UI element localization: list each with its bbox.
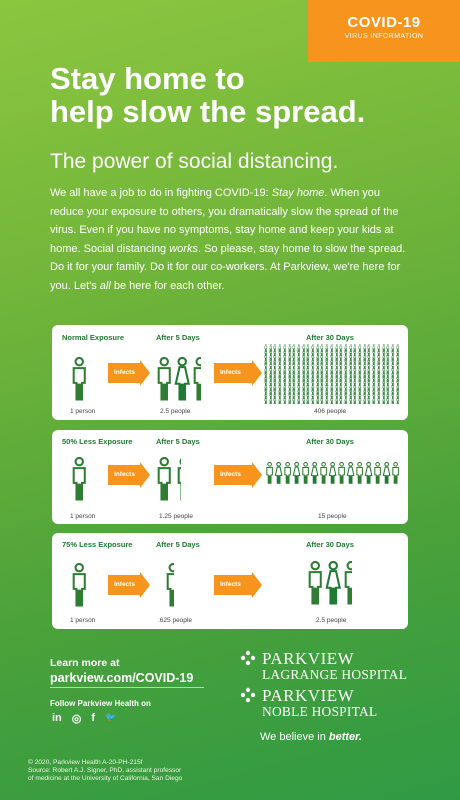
person-female-icon [324,561,342,605]
person-male-icon [391,400,395,404]
day5-caption: 2.5 people [160,408,191,415]
person-male-icon [288,400,292,404]
person-male-icon [319,462,328,484]
emphasis-text: Stay home [271,187,325,199]
person-male-icon [342,561,352,605]
panel-day30: After 30 Days [306,437,354,446]
footer-notes [28,759,182,783]
person-female-icon [349,400,353,404]
crowd-406 [264,344,400,404]
person-female-icon [292,400,296,404]
logo-sub: NOBLE HOSPITAL [262,704,378,719]
panel-day5: After 5 Days [156,437,200,446]
exposure-panel-50 [52,430,408,524]
badge-title: COVID-19 [347,14,421,31]
exposure-panel-normal [52,325,408,420]
infects-arrow: Infects [108,575,140,595]
person-female-icon [173,357,191,401]
panel-day30: After 30 Days [306,333,354,342]
day30-caption: 406 people [314,408,347,415]
day5-caption: 1.25 people [159,513,193,520]
body-paragraph [50,184,416,296]
person-male-icon [155,357,173,401]
person-female-icon [311,400,315,404]
person-female-icon [364,462,373,484]
panel-label: 50% Less Exposure [62,437,133,446]
person-male-icon [265,462,274,484]
subheading: The power of social distancing. [50,150,339,173]
start-caption: 1 person [70,408,96,415]
person-male-icon [70,563,88,607]
website-link[interactable]: parkview.com/COVID-19 [50,671,194,685]
learn-more-label: Learn more at [50,657,120,669]
person-female-icon [310,462,319,484]
infects-arrow: Infects [214,465,252,485]
social-links [52,712,116,725]
day5-caption: .625 people [158,617,192,624]
person-male-icon [269,400,273,404]
tagline-emphasis: better. [328,731,362,743]
logo-noble [240,687,377,719]
body-text-run: . When you reduce your exposure to others, you dramatically slow the spread of the virus. Even if you have no symptoms, stay home and keep your kids at home. Social distancing [50,187,399,255]
person-female-icon [358,400,362,404]
tagline [260,731,362,743]
person-female-icon [328,462,337,484]
panel-day30: After 30 Days [306,540,354,549]
start-caption: 1 person [70,617,96,624]
body-text-run: . So please, stay home to slow the spread. Do it for your family. Do it for our co-workers. At Parkview, we're here for you. Let's [50,242,406,292]
person-female-icon [292,462,301,484]
panel-label: 75% Less Exposure [62,540,133,549]
person-male-icon [155,457,173,501]
person-male-icon [175,457,181,501]
source-line-1: Source: Robert A.J. Signer, PhD, assistant professor [28,767,182,774]
panel-label: Normal Exposure [62,333,125,342]
person-female-icon [377,400,381,404]
headline-line-1: Stay home to [50,61,245,96]
person-male-icon [325,400,329,404]
follow-label: Follow Parkview Health on [50,699,151,708]
person-male-icon [70,357,88,401]
person-male-icon [391,462,400,484]
person-male-icon [283,462,292,484]
start-caption: 1 person [70,513,96,520]
person-female-icon [396,400,400,404]
person-female-icon [283,400,287,404]
person-male-icon [363,400,367,404]
person-female-icon [339,400,343,404]
tagline-text: We believe in [260,731,329,743]
person-male-icon [355,462,364,484]
panel-day5: After 5 Days [156,333,200,342]
exposure-panel-75 [52,533,408,629]
person-male-icon [337,462,346,484]
logo-name: PARKVIEW [262,649,355,668]
person-male-icon [335,400,339,404]
person-male-icon [373,462,382,484]
infects-arrow: Infects [214,363,252,383]
infects-arrow: Infects [108,465,140,485]
instagram-icon[interactable]: ◎ [71,713,82,725]
source-line-2: of medicine at the University of California, San Diego [28,775,183,782]
person-male-icon [301,462,310,484]
person-male-icon [297,400,301,404]
day30-caption: 2.5 people [316,617,347,624]
covid-badge [308,0,460,62]
person-female-icon [302,400,306,404]
facebook-icon[interactable]: f [91,712,96,724]
body-text-run: be here for each other. [110,279,225,292]
person-male-icon [306,561,324,605]
logo-sub: LAGRANGE HOSPITAL [262,667,408,682]
person-male-icon [278,400,282,404]
person-female-icon [274,462,283,484]
copyright: © 2020, Parkview Health A-20-PH-215f [28,759,143,766]
infects-arrow: Infects [108,363,140,383]
emphasis-text: all [99,279,111,292]
person-female-icon [367,400,371,404]
divider [50,687,204,688]
person-female-icon [264,400,268,404]
twitter-icon[interactable]: 🐦 [105,712,117,722]
person-male-icon [306,400,310,404]
person-male-icon [164,563,174,607]
logo-name: PARKVIEW [262,686,355,705]
badge-subtitle: VIRUS INFORMATION [344,33,424,40]
person-male-icon [344,400,348,404]
body-text-run: We all have a job to do in fighting COVID-19: [50,187,272,199]
parkview-mark-icon [240,687,256,703]
person-male-icon [382,400,386,404]
emphasis-text: works [169,242,198,255]
logo-lagrange [240,650,407,682]
person-male-icon [70,457,88,501]
person-male-icon [353,400,357,404]
person-male-icon [191,357,201,401]
linkedin-icon[interactable]: in [52,712,62,724]
person-male-icon [316,400,320,404]
learn-more [50,656,193,686]
infects-arrow: Infects [214,575,252,595]
headline-line-2: help slow the spread. [50,94,366,129]
person-female-icon [382,462,391,484]
person-female-icon [386,400,390,404]
person-female-icon [273,400,277,404]
person-female-icon [330,400,334,404]
person-female-icon [320,400,324,404]
person-male-icon [372,400,376,404]
headline [50,62,365,128]
parkview-mark-icon [240,650,256,666]
panel-day5: After 5 Days [156,540,200,549]
person-female-icon [346,462,355,484]
day30-caption: 15 people [318,513,347,520]
